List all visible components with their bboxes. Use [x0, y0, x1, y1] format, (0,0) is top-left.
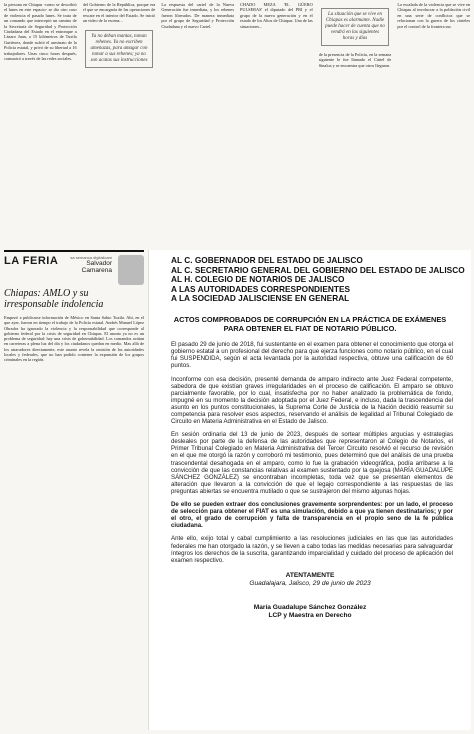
top-news-strip	[4, 2, 470, 248]
la-feria-column	[4, 250, 144, 730]
closing: ATENTAMENTE	[285, 571, 335, 579]
pull-quote-2: La situación que se vive en Chiapas es alarmante. Nadie puede hacer de cuenta que no vendrá en las siguientes horas y días	[321, 8, 390, 46]
feria-header	[4, 250, 144, 285]
open-letter-ad	[148, 250, 471, 730]
news-column-4: CHADO MEZA 'EL GÜERO PULSERAS' el diputado del PRI y el grupo de la nueva generación y en el estado de los Altos de Chiapas. Una de las situaciones...	[240, 2, 313, 29]
addressee: AL H. COLEGIO DE NOTARIOS DE JALISCO	[171, 274, 345, 285]
paragraph: Inconforme con esa decisión, presenté demanda de amparo indirecto ante Juez Federal competente, sabedora de que existían graves irregularidades en el proceso de calificación. El amparo se obtuvo parcialmente favorable, por lo cual, insatisfecha por no haber analizado la problemática de fondo, impugné en su momento la decisión adoptada por el Juez Federal, e incluso, dada la trascendencia del asunto en los puntos constitucionales, la Suprema Corte de Justicia de la Nación decidió reasumir su competencia para resolver esos aspectos, reservando el análisis de legalidad al Tribunal Colegiado de Circuito en Materia Administrativa en el Estado de Jalisco.	[171, 375, 453, 426]
feria-headline: Chiapas: AMLO y su irresponsable indolencia	[4, 288, 104, 310]
feria-title: LA FERIA	[4, 255, 59, 267]
paragraph-emphasis: De ello se pueden extraer dos conclusiones gravemente sorprendentes: por un lado, el proceso de selección para obtener el FIAT es una simulación, debido a que ya tienen destinatarios; y por el otro, el grado de corrupción y falta de transparencia en el propio seno de la fe pública ciudadana.	[171, 501, 453, 530]
feria-body: Empezó a publicarse información de México en Santa Sabio Tuxtla. Ahí, en el que ayer, fueron en tiempo el trabajo de la Policía estatal. Andrés Manuel López Obrador ha ignorado la violencia y la responsabilidad que corresponde al gobierno federal por la crisis de seguridad en Chiapas. El asunto ya no es un problema de seguridad: hay una crisis de gobernabilidad. Los comandos actúan en carreteras a plena luz del día y los ciudadanos quedan en medio. Mas allá de los atracadores directamente, este asunto revela la omisión de las autoridades locales y federales, que no han podido contener la expansión de los grupos criminales en la región.	[4, 315, 144, 363]
news-column-5-text: de la presencia de la Policía, en la semana siguiente le fue llamado el Cártel de Sinaloa y se encuentra que otros llegaron.	[318, 52, 392, 68]
signer-title: LCP y Maestra en Derecho	[268, 611, 352, 619]
addressee: AL C. GOBERNADOR DEL ESTADO DE JALISCO	[171, 255, 363, 265]
news-column-3: La respuesta del cartel de la Nueva Generación fue inmediata, y los rehenes fueron liberados. De manera inmediata por el grupo de Seguridad y Protección Ciudadana y el nuevo Cartel.	[161, 2, 235, 29]
author-block	[64, 255, 112, 274]
news-column-1: la persona en Chiapas -como se describió el lunes en este espacio- se dio otro caso de violencia el pasado lunes. Se trata de un comando que interceptó un camino de la Secretaría de Seguridad y Protección Ciudadana del Estado en el entronque a Lázaro Juan, a 15 kilómetros de Tuxtla Gutiérrez, donde sufrió el asesinato de la Policía estatal, y privó de su libertad a 16 trabajadores. Unas cinco horas después, comunicó a través de las redes sociales.	[4, 2, 77, 62]
place-date: Guadalajara, Jalisco, 29 de junio de 2023	[249, 579, 371, 587]
addressee: A LAS AUTORIDADES CORRESPONDIENTES	[171, 283, 351, 294]
addressee: A LA SOCIEDAD JALISCIENSE EN GENERAL	[171, 293, 350, 304]
news-column-6: La escalada de la violencia que se vive en Chiapas al involucrar a la población civil en una serie de conflictos que se relacionan con la guerra de los cárteles por el control de la frontera sur.	[397, 2, 471, 29]
author-avatar	[118, 255, 144, 285]
news-column-2-text: del Gobierno de la República, porque era el que se encargaría de las operaciones de rescate en el interior del Estado. Se inició un video de la escena...	[82, 2, 156, 24]
addressee: AL C. SECRETARIO GENERAL DEL GOBIERNO DEL ESTADO DE JALISCO	[171, 264, 465, 275]
paragraph: En sesión ordinaria del 13 de junio de 2023, después de sortear múltiples argucias y estrategias desleales por parte de la defensa de las autoridades que representaron al Colegio de Notarios, el Primer Tribunal Colegiado en Materia Administrativa del Tercer Circuito resolvió el recurso de revisión en el que me otorgó la razón y corroboró mi testimonio, pues determinó que del análisis de una prueba trascendental desahogada en el amparo, como lo fue la grabación videográfica, podía arribarse a la convicción de que las constancias relativas al examen sustentado por la quejosa (MARÍA GUADALUPE SÁNCHEZ GONZÁLEZ) se encontraban incompletas, toda vez que se presentan elementos de alteración que llevaron a la convicción de que el legajo correspondiente a las respuestas de las preguntas abiertas se encuentra mutilado o que se sustrajeron del mismo algunas hojas.	[171, 431, 453, 495]
signer-name: María Guadalupe Sánchez González	[253, 603, 367, 611]
letter-subject: ACTOS COMPROBADOS DE CORRUPCIÓN EN LA PRÁCTICA DE EXÁMENES PARA OBTENER EL FIAT DE NOTARIO PÚBLICO.	[173, 314, 447, 333]
paragraph: Ante ello, exijo total y cabal cumplimiento a las resoluciones judiciales en las que las autoridades federales me han otorgado la razón, y se lleven a cabo todas las medidas necesarias para salvaguardar íntegros los derechos de la suscrita, garantizando imparcialidad y cuidado del proceso de aplicación del examen respectivo.	[171, 535, 453, 564]
paragraph: El pasado 29 de junio de 2018, fui sustentante en el examen para obtener el conocimiento que otorga el gobierno estatal a un profesional del derecho para que ejerza funciones como notario público, en el cual fui SUSPENDIDA, según el acta levantada por la autoridad respectiva, obtuve una calificación de 60 puntos.	[171, 341, 453, 370]
news-column-2	[83, 2, 156, 248]
news-column-5	[319, 2, 392, 248]
author-handle: sa semanca digitalicam	[70, 255, 112, 260]
pull-quote-1: Ya no deban mantas, toman rehenes. Ya no escriben amenazas, para amagar con tomar a sus rehenes; ya no son acatas sus instrucciones	[85, 30, 154, 68]
author-name: Salvador Camarena	[81, 260, 112, 274]
addressee-list	[171, 256, 471, 304]
